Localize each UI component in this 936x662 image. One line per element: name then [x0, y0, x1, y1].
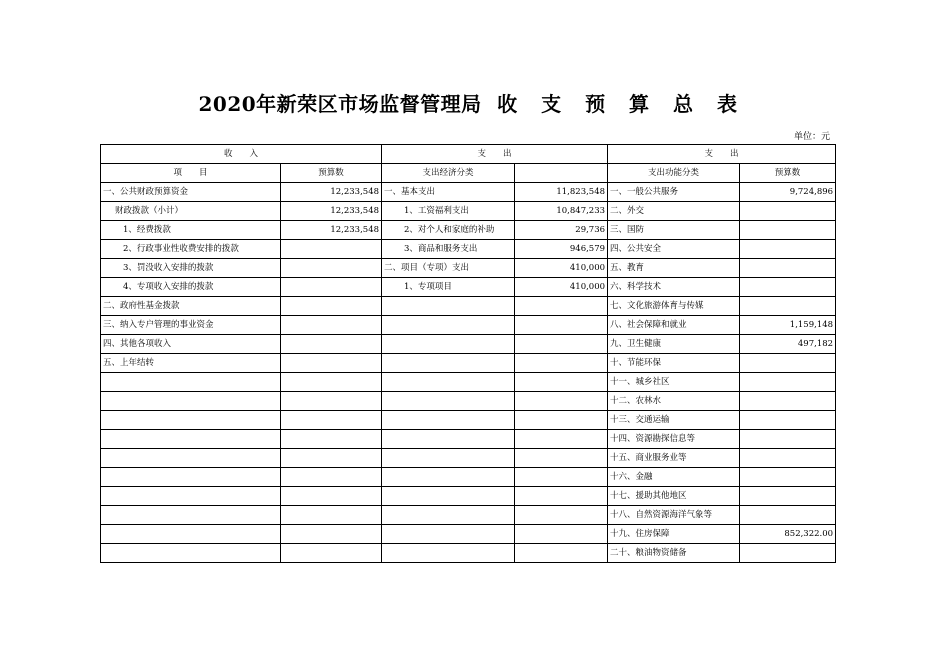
econ-item-cell — [382, 411, 515, 430]
func-value-cell: 9,724,896 — [740, 183, 836, 202]
econ-item-cell — [382, 316, 515, 335]
func-value-cell — [740, 468, 836, 487]
income-value-cell — [281, 430, 382, 449]
subheader-econ-budget — [515, 164, 608, 183]
func-value-cell — [740, 506, 836, 525]
table-row — [101, 411, 836, 430]
func-item-cell: 十八、自然资源海洋气象等 — [608, 506, 740, 525]
income-value-cell — [281, 544, 382, 563]
econ-item-cell — [382, 430, 515, 449]
econ-value-cell — [515, 411, 608, 430]
func-value-cell — [740, 430, 836, 449]
table-row — [101, 297, 836, 316]
income-value-cell — [281, 278, 382, 297]
income-value-cell: 12,233,548 — [281, 221, 382, 240]
econ-value-cell: 410,000 — [515, 278, 608, 297]
econ-value-cell: 10,847,233 — [515, 202, 608, 221]
econ-value-cell — [515, 525, 608, 544]
econ-value-cell: 11,823,548 — [515, 183, 608, 202]
income-item-cell: 2、行政事业性收费安排的拨款 — [101, 240, 281, 259]
func-item-cell: 十九、住房保障 — [608, 525, 740, 544]
table-row — [101, 449, 836, 468]
income-value-cell — [281, 487, 382, 506]
func-value-cell: 497,182 — [740, 335, 836, 354]
func-value-cell — [740, 278, 836, 297]
income-item-cell: 五、上年结转 — [101, 354, 281, 373]
func-value-cell — [740, 259, 836, 278]
econ-value-cell — [515, 297, 608, 316]
subheader-func-class: 支出功能分类 — [608, 164, 740, 183]
income-value-cell: 12,233,548 — [281, 202, 382, 221]
econ-item-cell: 1、工资福利支出 — [382, 202, 515, 221]
income-value-cell — [281, 449, 382, 468]
income-item-cell: 一、公共财政预算资金 — [101, 183, 281, 202]
budget-summary-table — [100, 144, 836, 563]
income-item-cell — [101, 487, 281, 506]
func-item-cell: 二、外交 — [608, 202, 740, 221]
header-row — [101, 145, 836, 164]
table-row — [101, 202, 836, 221]
subheader-func-budget: 预算数 — [740, 164, 836, 183]
econ-item-cell: 一、基本支出 — [382, 183, 515, 202]
header-expense-func: 支 出 — [608, 145, 836, 164]
func-value-cell: 852,322.00 — [740, 525, 836, 544]
econ-value-cell — [515, 487, 608, 506]
func-value-cell — [740, 449, 836, 468]
table-row — [101, 525, 836, 544]
econ-value-cell — [515, 373, 608, 392]
income-item-cell: 3、罚没收入安排的拨款 — [101, 259, 281, 278]
func-item-cell: 一、一般公共服务 — [608, 183, 740, 202]
func-value-cell — [740, 544, 836, 563]
func-item-cell: 十、节能环保 — [608, 354, 740, 373]
income-value-cell — [281, 240, 382, 259]
income-item-cell — [101, 430, 281, 449]
econ-item-cell: 3、商品和服务支出 — [382, 240, 515, 259]
table-row — [101, 373, 836, 392]
econ-value-cell — [515, 335, 608, 354]
subheader-row — [101, 164, 836, 183]
func-item-cell: 十七、援助其他地区 — [608, 487, 740, 506]
income-item-cell — [101, 392, 281, 411]
income-value-cell — [281, 354, 382, 373]
econ-item-cell — [382, 297, 515, 316]
subheader-econ-class: 支出经济分类 — [382, 164, 515, 183]
func-item-cell: 十五、商业服务业等 — [608, 449, 740, 468]
econ-item-cell — [382, 373, 515, 392]
func-value-cell — [740, 487, 836, 506]
func-item-cell: 十三、交通运输 — [608, 411, 740, 430]
func-item-cell: 四、公共安全 — [608, 240, 740, 259]
table-row — [101, 354, 836, 373]
func-value-cell — [740, 411, 836, 430]
income-item-cell: 财政拨款（小计） — [101, 202, 281, 221]
func-item-cell: 十六、金融 — [608, 468, 740, 487]
table-row — [101, 316, 836, 335]
table-row — [101, 221, 836, 240]
econ-value-cell — [515, 430, 608, 449]
econ-item-cell — [382, 506, 515, 525]
econ-item-cell: 1、专项项目 — [382, 278, 515, 297]
income-value-cell: 12,233,548 — [281, 183, 382, 202]
econ-value-cell — [515, 468, 608, 487]
econ-value-cell — [515, 449, 608, 468]
subheader-item: 项 目 — [101, 164, 281, 183]
income-value-cell — [281, 373, 382, 392]
table-row — [101, 278, 836, 297]
table-row — [101, 240, 836, 259]
income-item-cell — [101, 411, 281, 430]
income-item-cell — [101, 544, 281, 563]
income-item-cell: 1、经费拨款 — [101, 221, 281, 240]
func-item-cell: 五、教育 — [608, 259, 740, 278]
econ-item-cell: 二、项目（专项）支出 — [382, 259, 515, 278]
table-row — [101, 544, 836, 563]
econ-item-cell — [382, 449, 515, 468]
income-value-cell — [281, 297, 382, 316]
func-value-cell — [740, 354, 836, 373]
func-item-cell: 十一、城乡社区 — [608, 373, 740, 392]
econ-value-cell — [515, 544, 608, 563]
table-row — [101, 506, 836, 525]
econ-value-cell — [515, 506, 608, 525]
title-main: 2020年新荣区市场监督管理局 — [198, 92, 482, 116]
econ-value-cell: 410,000 — [515, 259, 608, 278]
func-value-cell — [740, 392, 836, 411]
econ-item-cell: 2、对个人和家庭的补助 — [382, 221, 515, 240]
func-item-cell: 十二、农林水 — [608, 392, 740, 411]
header-expense-econ: 支 出 — [382, 145, 608, 164]
subheader-budget: 预算数 — [281, 164, 382, 183]
func-item-cell: 九、卫生健康 — [608, 335, 740, 354]
func-item-cell: 十四、资源勘探信息等 — [608, 430, 740, 449]
income-value-cell — [281, 335, 382, 354]
econ-value-cell — [515, 354, 608, 373]
econ-item-cell — [382, 335, 515, 354]
income-item-cell: 三、纳入专户管理的事业资金 — [101, 316, 281, 335]
func-value-cell — [740, 202, 836, 221]
econ-value-cell: 29,736 — [515, 221, 608, 240]
income-item-cell — [101, 468, 281, 487]
income-value-cell — [281, 506, 382, 525]
func-item-cell: 三、国防 — [608, 221, 740, 240]
title-word: 支 — [541, 92, 562, 116]
unit-label: 单位：元 — [793, 132, 830, 142]
table-row — [101, 392, 836, 411]
econ-item-cell — [382, 544, 515, 563]
func-value-cell: 1,159,148 — [740, 316, 836, 335]
income-item-cell — [101, 506, 281, 525]
income-value-cell — [281, 259, 382, 278]
econ-item-cell — [382, 525, 515, 544]
title-word: 总 — [673, 92, 694, 116]
econ-item-cell — [382, 487, 515, 506]
title-word: 收 — [497, 92, 518, 116]
func-item-cell: 八、社会保障和就业 — [608, 316, 740, 335]
econ-value-cell — [515, 392, 608, 411]
page-title — [0, 88, 936, 117]
table-row — [101, 259, 836, 278]
income-item-cell: 4、专项收入安排的拨款 — [101, 278, 281, 297]
table-row — [101, 487, 836, 506]
table-row — [101, 468, 836, 487]
income-value-cell — [281, 316, 382, 335]
income-item-cell — [101, 373, 281, 392]
title-word: 预 — [585, 92, 606, 116]
income-item-cell: 二、政府性基金拨款 — [101, 297, 281, 316]
econ-item-cell — [382, 468, 515, 487]
income-value-cell — [281, 411, 382, 430]
title-word: 表 — [716, 92, 738, 116]
func-value-cell — [740, 240, 836, 259]
func-item-cell: 七、文化旅游体育与传媒 — [608, 297, 740, 316]
table-row — [101, 183, 836, 202]
table-row — [101, 335, 836, 354]
income-value-cell — [281, 525, 382, 544]
income-item-cell — [101, 449, 281, 468]
econ-item-cell — [382, 392, 515, 411]
header-income: 收 入 — [101, 145, 382, 164]
func-item-cell: 六、科学技术 — [608, 278, 740, 297]
func-value-cell — [740, 221, 836, 240]
income-value-cell — [281, 392, 382, 411]
func-item-cell: 二十、粮油物资储备 — [608, 544, 740, 563]
func-value-cell — [740, 373, 836, 392]
income-item-cell: 四、其他各项收入 — [101, 335, 281, 354]
econ-value-cell — [515, 316, 608, 335]
econ-item-cell — [382, 354, 515, 373]
econ-value-cell: 946,579 — [515, 240, 608, 259]
table-row — [101, 430, 836, 449]
income-value-cell — [281, 468, 382, 487]
title-word: 算 — [629, 92, 650, 116]
func-value-cell — [740, 297, 836, 316]
income-item-cell — [101, 525, 281, 544]
